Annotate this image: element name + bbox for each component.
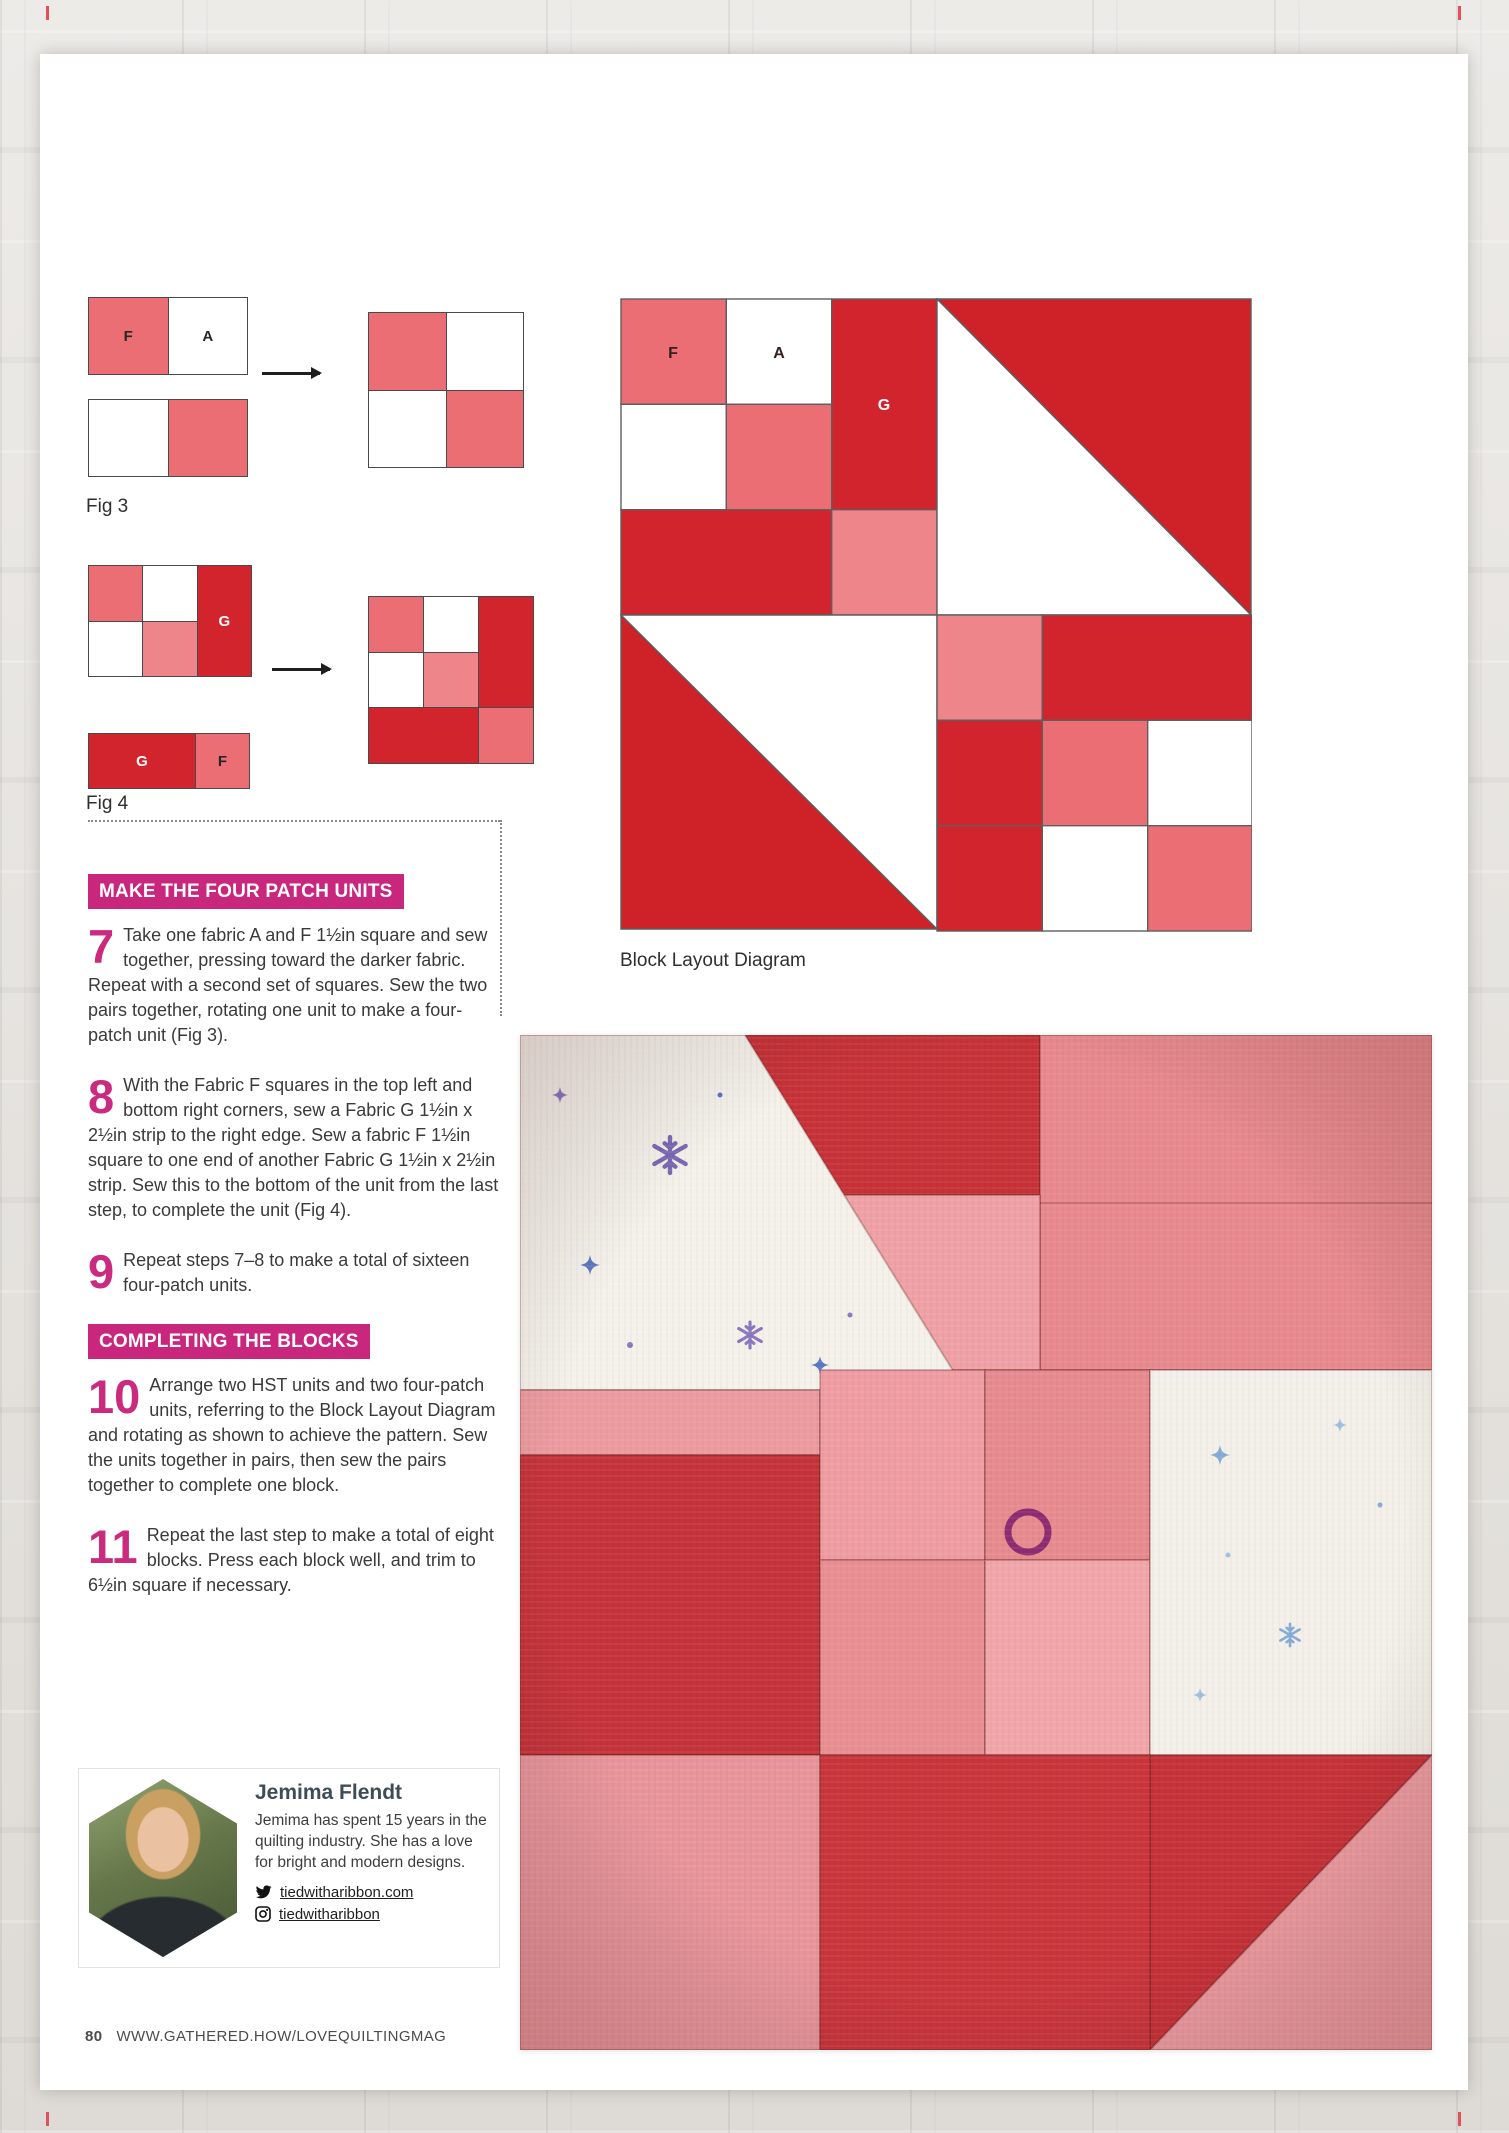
fig4-arrow-icon: [272, 668, 330, 671]
footer-url: WWW.GATHERED.HOW/LOVEQUILTINGMAG: [116, 2028, 447, 2045]
quilt-cell: [479, 708, 533, 763]
step-text: With the Fabric F squares in the top left and bottom right corners, sew a Fabric G 1½in x 2½in strip to the right edge. Sew a fabric F 1½in square to one end of another Fabric G 1½in x 2½in strip. Sew this to the bottom of the unit from the last step, to complete the unit (Fig 4).: [88, 1075, 499, 1220]
fig4-bottom-strip: [88, 733, 250, 789]
quilt-cell: [479, 597, 533, 707]
author-text-block: [255, 1779, 489, 1957]
step-text: Arrange two HST units and two four-patch units, referring to the Block Layout Diagram and rotating as shown to achieve the pattern. Sew the units together in pairs, then sew the pairs together to complete one block.: [88, 1375, 496, 1495]
quilt-photo: [520, 1035, 1432, 2050]
crop-mark-top-right: [1458, 6, 1461, 20]
crop-mark-top-left: [46, 6, 49, 20]
fig3-arrow-icon: [262, 372, 320, 375]
author-photo-hexagon: [89, 1779, 237, 1957]
instructions-column: [88, 874, 502, 1624]
quilt-cell: [369, 391, 446, 468]
quilt-cell-fabric-f: [196, 734, 249, 788]
instagram-icon: [255, 1906, 271, 1922]
quilt-cell: [143, 622, 196, 677]
step-number: 9: [88, 1245, 115, 1299]
quilt-cell-fabric-f: [89, 298, 168, 374]
twitter-bird-icon: [255, 1885, 272, 1900]
quilt-cell-fabric-a: [169, 298, 248, 374]
instagram-link[interactable]: [255, 1906, 489, 1923]
page-footer: [85, 2028, 446, 2045]
quilt-cell: [143, 566, 196, 621]
section-heading-four-patch: MAKE THE FOUR PATCH UNITS: [88, 874, 404, 909]
author-bio: Jemima has spent 15 years in the quilting industry. She has a love for bright and modern designs.: [255, 1812, 487, 1871]
step-text: Repeat the last step to make a total of eight blocks. Press each block well, and trim to 6½in square if necessary.: [88, 1525, 494, 1595]
quilt-cell: [369, 708, 478, 763]
quilt-cell: [369, 313, 446, 390]
quilt-cell: [169, 400, 248, 476]
quilt-cell: [447, 313, 524, 390]
fabric-g-label: G: [877, 397, 891, 414]
fig4-result-unit: [368, 596, 534, 764]
fig3-caption: Fig 3: [86, 496, 129, 517]
crop-mark-bottom-right: [1458, 2112, 1461, 2126]
step-number: 7: [88, 920, 115, 974]
fig3-pair2: [88, 399, 248, 477]
step-text: Take one fabric A and F 1½in square and sew together, pressing toward the darker fabric. Repeat with a second set of squares. Sew the two pairs together, rotating one unit to make a four-patch unit (Fig 3).: [88, 925, 488, 1045]
fig3-result-four-patch: [368, 312, 524, 468]
crop-mark-bottom-left: [46, 2112, 49, 2126]
section-heading-completing-blocks: COMPLETING THE BLOCKS: [88, 1324, 370, 1359]
fabric-g-label: G: [136, 752, 148, 770]
quilt-cell-fabric-g: [198, 566, 251, 676]
quilt-cell-fabric-g: [89, 734, 195, 788]
fig4-unit-with-g-column: [88, 565, 252, 677]
author-name: Jemima Flendt: [255, 1781, 403, 1804]
step-text: Repeat steps 7–8 to make a total of sixteen four-patch units.: [123, 1250, 470, 1296]
step-number: 11: [88, 1520, 138, 1574]
quilt-cell: [424, 597, 478, 652]
step-9: [88, 1245, 502, 1299]
instagram-link-text: tiedwitharibbon: [279, 1905, 380, 1923]
quilt-cell: [89, 566, 142, 621]
fabric-f-label: F: [217, 752, 228, 770]
twitter-link[interactable]: [255, 1884, 489, 1901]
quilt-cell: [369, 597, 423, 652]
dotted-divider-horizontal: [88, 820, 500, 822]
step-number: 10: [88, 1370, 141, 1424]
block-layout-diagram: [620, 298, 1252, 932]
block-layout-caption: Block Layout Diagram: [620, 950, 806, 971]
quilt-cell: [424, 653, 478, 708]
fabric-f-label: F: [123, 327, 133, 345]
fabric-g-label: G: [218, 612, 231, 630]
quilt-cell: [447, 391, 524, 468]
step-11: [88, 1520, 502, 1597]
fig3-pair1: [88, 297, 248, 375]
step-7: [88, 920, 502, 1047]
step-number: 8: [88, 1070, 115, 1124]
step-8: [88, 1070, 502, 1222]
quilt-cell: [89, 400, 168, 476]
step-10: [88, 1370, 502, 1497]
quilt-cell: [89, 622, 142, 677]
twitter-link-text: tiedwitharibbon.com: [280, 1883, 414, 1901]
footer-page-number: 80: [85, 2028, 103, 2045]
quilt-cell: [369, 653, 423, 708]
fabric-a-label: A: [202, 327, 214, 345]
fig4-caption: Fig 4: [86, 793, 129, 814]
fabric-f-label: F: [668, 345, 678, 362]
author-card: [78, 1768, 500, 1968]
fabric-a-label: A: [773, 345, 785, 362]
